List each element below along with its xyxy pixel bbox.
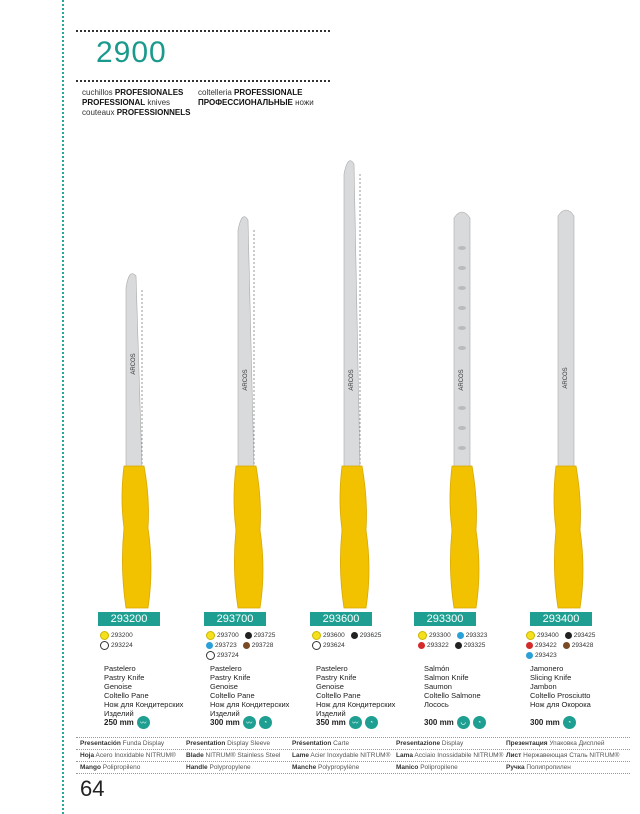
knife-image-293400 xyxy=(540,206,590,610)
color-swatch xyxy=(100,641,109,650)
product-names: Pastelero Pastry Knife Genoise Coltello Pane Нож для Кондитерских Изделий xyxy=(316,664,396,718)
category-col-2 xyxy=(198,88,314,108)
color-swatch xyxy=(206,642,213,649)
serrated-edge-icon: 〰 xyxy=(243,716,256,729)
serrated-edge-icon: 〰 xyxy=(349,716,362,729)
color-swatch xyxy=(206,651,215,660)
color-variants: 293300 293323 293322 293325 xyxy=(418,630,487,650)
knife-image-293600 xyxy=(326,154,376,610)
color-variants: 293700 293725 293723 293728 293724 xyxy=(206,630,275,660)
product-names: Pastelero Pastry Knife Genoise Coltello Pane Нож для Кондитерских Изделий xyxy=(104,664,184,718)
spec-cell: Presentación Funda Display xyxy=(80,740,165,747)
color-swatch xyxy=(418,631,427,640)
brand-mark: ARCOS xyxy=(459,369,465,391)
color-swatch xyxy=(418,642,425,649)
product-names: Pastelero Pastry Knife Genoise Coltello Pane Нож для Кондитерских Изделий xyxy=(210,664,290,718)
blade-size: 250 mm 〰 xyxy=(104,716,150,729)
color-variants: 293400 293425 293422 293428 293423 xyxy=(526,630,595,660)
color-swatch xyxy=(563,642,570,649)
category-line: PROFESSIONAL knives xyxy=(82,98,171,107)
spec-cell: Presentation Display Sleeve xyxy=(186,740,271,747)
category-line: ПРОФЕССИОНАЛЬНЫЕ ножи xyxy=(198,98,314,107)
brand-mark: ARCOS xyxy=(243,369,249,391)
category-line: cuchillos PROFESIONALES xyxy=(82,88,184,97)
color-variants: 293200 293224 xyxy=(100,630,133,650)
spec-divider xyxy=(76,773,630,774)
margin-dotted-line xyxy=(62,0,64,814)
spec-cell: Lame Acier Inoxydable NITRUM® xyxy=(292,752,391,759)
product-code-badge: 293300 xyxy=(414,612,476,626)
color-swatch xyxy=(526,642,533,649)
spec-cell: Handle Polypropylene xyxy=(186,764,251,771)
spec-cell: Présentation Carte xyxy=(292,740,350,747)
color-swatch xyxy=(457,632,464,639)
product-names: Salmón Salmon Knife Saumon Coltello Salmone Лосось xyxy=(424,664,481,709)
blade-size: 350 mm 〰 ◔ xyxy=(316,716,378,729)
category-line: coltelleria PROFESSIONALE xyxy=(198,88,303,97)
spec-cell: Лист Нержавеющая Сталь NITRUM® xyxy=(506,752,620,759)
color-swatch xyxy=(312,631,321,640)
spec-divider xyxy=(76,737,630,738)
category-col-1 xyxy=(82,88,191,118)
color-swatch xyxy=(100,631,109,640)
serrated-edge-icon: 〰 xyxy=(137,716,150,729)
color-swatch xyxy=(526,631,535,640)
category-line: couteaux PROFESSIONNELS xyxy=(82,108,191,117)
color-swatch xyxy=(526,652,533,659)
blade-size: 300 mm ◡ ◔ xyxy=(424,716,486,729)
color-swatch xyxy=(243,642,250,649)
spec-cell: Manche Polypropylène xyxy=(292,764,360,771)
color-swatch xyxy=(312,641,321,650)
brand-mark: ARCOS xyxy=(563,367,569,389)
title-divider xyxy=(76,80,330,82)
knife-image-293300 xyxy=(436,208,486,610)
product-names: Jamonero Slicing Knife Jambon Coltello Prosciutto Нож для Окорока xyxy=(530,664,591,709)
color-swatch xyxy=(206,631,215,640)
page-number: 64 xyxy=(80,776,105,801)
spec-cell: Blade NITRUM® Stainless Steel xyxy=(186,752,281,759)
color-variants: 293600 293625 293624 xyxy=(312,630,381,650)
blade-size: 300 mm 〰 ◔ xyxy=(210,716,272,729)
spec-cell: Manico Polipropilene xyxy=(396,764,458,771)
spec-cell: Presentazione Display xyxy=(396,740,464,747)
spec-cell: Lama Acciaio Inossidabile NITRUM® xyxy=(396,752,504,759)
spec-cell: Hoja Acero Inoxidable NITRUM® xyxy=(80,752,176,759)
color-swatch xyxy=(565,632,572,639)
spec-divider xyxy=(76,761,630,762)
spec-divider xyxy=(76,749,630,750)
dishwasher-icon: ◔ xyxy=(473,716,486,729)
granton-edge-icon: ◡ xyxy=(457,716,470,729)
top-divider xyxy=(76,30,330,32)
product-code-badge: 293200 xyxy=(98,612,160,626)
knife-image-293200 xyxy=(108,268,158,610)
brand-mark: ARCOS xyxy=(131,353,137,375)
product-code-badge: 293400 xyxy=(530,612,592,626)
product-code-badge: 293700 xyxy=(204,612,266,626)
color-swatch xyxy=(455,642,462,649)
color-swatch xyxy=(351,632,358,639)
brand-mark: ARCOS xyxy=(349,369,355,391)
dishwasher-icon: ◔ xyxy=(563,716,576,729)
knife-image-293700 xyxy=(220,210,270,610)
series-title: 2900 xyxy=(96,36,167,69)
blade-size: 300 mm ◔ xyxy=(530,716,576,729)
product-code-badge: 293600 xyxy=(310,612,372,626)
dishwasher-icon: ◔ xyxy=(365,716,378,729)
spec-cell: Ручка Полипропилен xyxy=(506,764,571,771)
spec-cell: Презентация Упаковка Дисплей xyxy=(506,740,605,747)
dishwasher-icon: ◔ xyxy=(259,716,272,729)
color-swatch xyxy=(245,632,252,639)
spec-cell: Mango Polipropileno xyxy=(80,764,141,771)
